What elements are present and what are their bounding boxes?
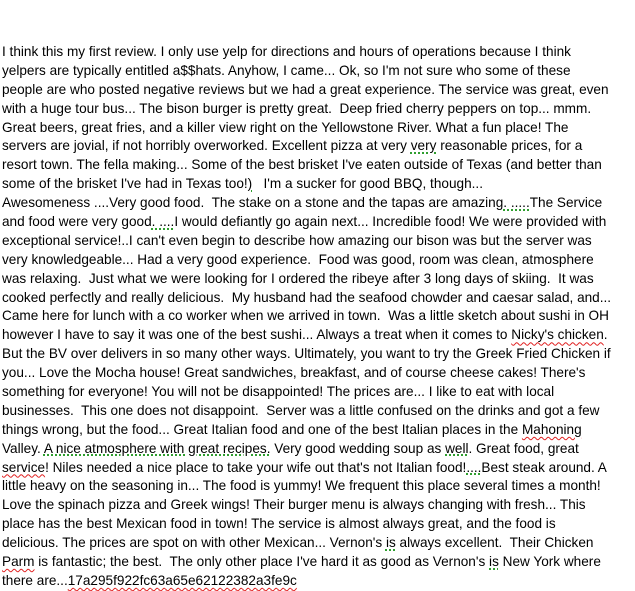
- text-segment: always excellent. Their Chicken: [395, 535, 594, 551]
- text-line: [2, 345, 635, 364]
- text-line: [2, 119, 635, 138]
- text-line: [2, 534, 635, 553]
- grammar-flag: . ....: [151, 214, 175, 230]
- grammar-flag: ....: [466, 459, 482, 475]
- text-segment: yelpers are typically entitled a$$hats. Anyhow, I came... Ok, so I'm not sure who some of these: [2, 62, 571, 78]
- text-line: [2, 137, 635, 156]
- text-segment: something for everyone! You will not be disappointed! The prices are... I like to eat with local: [2, 384, 555, 400]
- text-segment: place has the best Mexican food in town! The service is almost always great, and the food is: [2, 516, 556, 532]
- text-segment: reasonable prices, for a: [436, 138, 583, 154]
- text-segment: delicious. The prices are spot on with other Mexican... Vernon's: [2, 535, 386, 551]
- text-segment: with a huge tour bus... The bison burger is pretty great. Deep fried cherry peppers on top... mmm.: [2, 100, 592, 116]
- text-line: [2, 81, 635, 100]
- text-segment: But the BV over delivers in so many other ways. Ultimately, you want to try the Greek Fried Chicken if: [2, 346, 611, 362]
- text-segment: exceptional service!..I can't even begin to describe how amazing our bison was but the server was: [2, 232, 592, 248]
- spelling-flag: Parm: [2, 554, 35, 570]
- text-segment: you... Love the Mocha house! Great sandwiches, breakfast, and of course cheese cakes! There's: [2, 365, 586, 381]
- text-segment: however I have to say it was one of the best sushi... Always a treat when it comes to: [2, 327, 512, 343]
- text-line: [2, 326, 635, 345]
- text-segment: some of the brisket I've had in Texas too!: [2, 176, 248, 192]
- text-segment: resort town. The fella making... Some of the best brisket I've eaten outside of Texas (and better than: [2, 157, 602, 173]
- text-segment: little heavy on the seasoning in... The food is yummy! We frequent this place several times a month!: [2, 478, 601, 494]
- text-segment: Valley.: [2, 440, 44, 456]
- text-line: [2, 307, 635, 326]
- grammar-flag: ): [247, 176, 253, 192]
- text-line: [2, 62, 635, 81]
- grammar-flag: . .....: [503, 195, 530, 211]
- text-segment: ! Niles needed a nice place to take your wife out that's not Italian food!: [45, 459, 467, 475]
- text-line: [2, 251, 635, 270]
- text-line: [2, 232, 635, 251]
- text-line: [2, 194, 635, 213]
- text-segment: I'm a sucker for good BBQ, though...: [252, 176, 483, 192]
- text-line: [2, 440, 635, 459]
- text-segment: Love the spinach pizza and Greek wings! Their burger menu is always changing with fresh... This: [2, 497, 586, 513]
- text-segment: and food were very good: [2, 214, 152, 230]
- text-segment: people are who posted negative reviews but we had a great experience. The service was great, even: [2, 81, 609, 97]
- text-line: [2, 289, 635, 308]
- text-line: [2, 402, 635, 421]
- text-line: [2, 213, 635, 232]
- text-segment: I think this my first review. I only use yelp for directions and hours of operations because I think: [2, 44, 571, 59]
- grammar-flag: A nice atmosphere with great recipes.: [43, 440, 271, 456]
- text-line: [2, 459, 635, 478]
- text-line: [2, 43, 635, 62]
- text-segment: . Great food, great: [468, 440, 579, 456]
- spelling-flag: service: [2, 459, 46, 475]
- text-line: [2, 364, 635, 383]
- text-segment: The Service: [529, 195, 603, 211]
- text-segment: Great beers, great fries, and a killer view right on the Yellowstone River. What a fun place! The: [2, 119, 569, 135]
- text-segment: Awesomeness ....Very good food. The stake on a stone and the tapas are amazing: [2, 195, 504, 211]
- grammar-flag: very: [410, 138, 437, 154]
- spelling-flag: Nicky's chicken: [511, 327, 604, 343]
- spelling-flag: 17a295f922fc63a65e62122382a3fe9c: [67, 572, 297, 588]
- text-line: [2, 270, 635, 289]
- text-segment: was relaxing. Just what we were looking for I ordered the ribeye after 3 long days of skiing. It was: [2, 270, 594, 286]
- text-segment: is fantastic; the best. The only other place I've hard it as good as Vernon's: [34, 554, 490, 570]
- grammar-flag: is: [385, 535, 396, 551]
- text-segment: servers are jovial, if not horribly overworked. Excellent pizza at very: [2, 138, 411, 154]
- text-line: [2, 175, 635, 194]
- text-line: [2, 421, 635, 440]
- text-segment: very knowledgeable... Had a very good experience. Food was good, room was clean, atmosphere: [2, 251, 594, 267]
- text-segment: New York where: [498, 554, 601, 570]
- text-segment: Best steak around. A: [481, 459, 607, 475]
- text-line: [2, 100, 635, 119]
- text-segment: I would defiantly go again next... Incredible food! We were provided with: [174, 214, 607, 230]
- text-line: [2, 515, 635, 534]
- text-line: [2, 572, 635, 591]
- grammar-flag: well: [445, 440, 469, 456]
- spelling-flag: Mahoning: [521, 421, 582, 437]
- text-line: [2, 496, 635, 515]
- text-segment: there are...: [2, 572, 68, 588]
- text-segment: cooked perfectly and really delicious. My husband had the seafood chowder and caesar salad, and...: [2, 289, 612, 305]
- grammar-flag: is: [489, 554, 499, 570]
- review-document: [2, 43, 635, 591]
- text-line: [2, 383, 635, 402]
- text-segment: Came here for lunch with a co worker when we arrived in town. Was a little sketch about sushi in OH: [2, 308, 609, 324]
- text-line: [2, 156, 635, 175]
- text-segment: .: [603, 327, 608, 343]
- text-segment: businesses. This one does not disappoint. Server was a little confused on the drinks and got a few: [2, 402, 600, 418]
- text-segment: Very good wedding soup as: [270, 440, 446, 456]
- text-segment: things wrong, but the food... Great Italian food and one of the best Italian places in the: [2, 421, 522, 437]
- text-line: [2, 477, 635, 496]
